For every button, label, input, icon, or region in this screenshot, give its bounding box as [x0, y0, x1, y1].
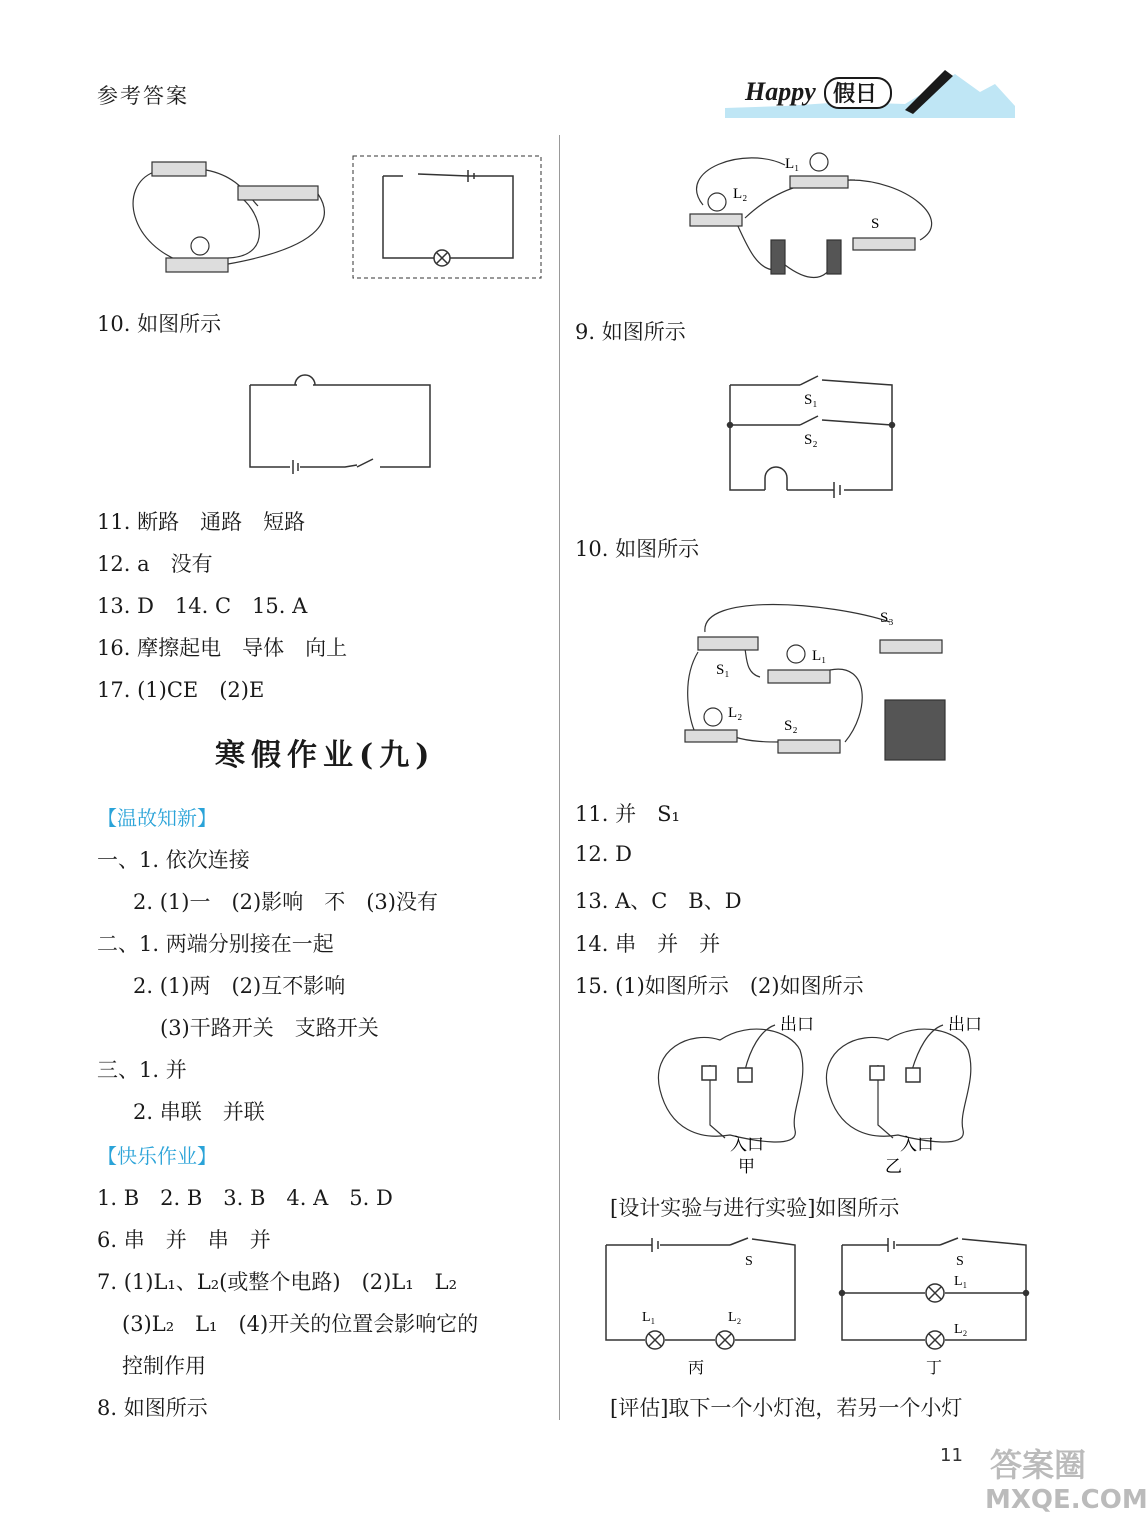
hw-7a: 7. (1)L₁、L₂(或整个电路) (2)L₁ L₂	[97, 1270, 458, 1294]
left-q17: 17. (1)CE (2)E	[97, 678, 265, 702]
ding-L2: L₂	[954, 1322, 968, 1337]
review-2: 2. (1)一 (2)影响 不 (3)没有	[133, 890, 438, 914]
review-1: 一、1. 依次连接	[97, 848, 250, 872]
right-q10: 10. 如图所示	[575, 537, 700, 561]
review-7: 2. 串联 并联	[133, 1100, 265, 1124]
review-5: (3)干路开关 支路开关	[160, 1016, 379, 1040]
q10-S3: S₃	[880, 610, 894, 626]
right-q15-maze-figure	[650, 1010, 990, 1180]
header-label: 参考答案	[97, 84, 189, 108]
q9-S1: S₁	[804, 392, 818, 408]
page-number: 11	[940, 1445, 963, 1466]
right-q14: 14. 串 并 并	[575, 932, 721, 956]
q10-S1: S₁	[716, 662, 730, 678]
review-4: 2. (1)两 (2)互不影响	[133, 974, 346, 998]
left-q10: 10. 如图所示	[97, 312, 222, 336]
right-q9: 9. 如图所示	[575, 320, 686, 344]
logo-holiday-text: 假日	[833, 81, 878, 106]
hw-7b: (3)L₂ L₁ (4)开关的位置会影响它的	[122, 1312, 479, 1336]
column-divider	[559, 135, 560, 1420]
maze-exit-a: 出口	[780, 1015, 814, 1034]
maze-label-jia: 甲	[738, 1157, 755, 1176]
right-q9-circuit	[722, 370, 902, 495]
left-q12: 12. a 没有	[97, 552, 213, 576]
right-top-circuit-figure	[685, 140, 945, 290]
right-q10-circuit	[680, 582, 960, 772]
tag-homework: 【快乐作业】	[97, 1144, 217, 1168]
tag-review: 【温故知新】	[97, 806, 217, 830]
right-q11: 11. 并 S₁	[575, 802, 680, 826]
happy-holiday-logo	[725, 62, 1015, 118]
hw-6: 6. 串 并 串 并	[97, 1228, 271, 1252]
bing-label: 丙	[688, 1360, 705, 1377]
bing-L2: L₂	[728, 1310, 742, 1325]
fig-S: S	[871, 216, 880, 232]
left-q13: 13. D 14. C 15. A	[97, 594, 308, 618]
right-q12: 12. D	[575, 842, 632, 866]
q10-L1: L₁	[812, 648, 827, 664]
hw-7c: 控制作用	[122, 1354, 206, 1378]
fig-L1: L₁	[785, 156, 800, 172]
left-q10-circuit	[245, 365, 435, 475]
watermark-url: MXQE.COM	[985, 1485, 1148, 1515]
hw-8: 8. 如图所示	[97, 1396, 208, 1420]
watermark-logo: 答案圈	[990, 1446, 1087, 1484]
section-title: 寒假作业(九)	[215, 738, 436, 773]
left-q16: 16. 摩擦起电 导体 向上	[97, 636, 348, 660]
left-q11: 11. 断路 通路 短路	[97, 510, 306, 534]
maze-entry-a: 入口	[730, 1135, 764, 1154]
maze-label-yi: 乙	[885, 1157, 902, 1176]
q9-S2: S₂	[804, 432, 818, 448]
ding-label: 丁	[926, 1360, 943, 1377]
right-q15: 15. (1)如图所示 (2)如图所示	[575, 974, 864, 998]
review-6: 三、1. 并	[97, 1058, 187, 1082]
logo-happy-text: Happy	[745, 77, 816, 106]
right-design: [设计实验与进行实验]如图所示	[610, 1196, 900, 1220]
right-eval: [评估]取下一个小灯泡，若另一个小灯	[610, 1396, 963, 1420]
q10-S2: S₂	[784, 718, 798, 734]
review-3: 二、1. 两端分别接在一起	[97, 932, 334, 956]
maze-entry-b: 入口	[900, 1135, 934, 1154]
bing-S: S	[745, 1254, 753, 1269]
maze-exit-b: 出口	[948, 1015, 982, 1034]
ding-L1: L₁	[954, 1274, 968, 1289]
left-top-circuit-figure	[118, 136, 548, 286]
hw-1: 1. B 2. B 3. B 4. A 5. D	[97, 1186, 393, 1210]
ding-S: S	[956, 1254, 964, 1269]
bing-L1: L₁	[642, 1310, 656, 1325]
right-q13: 13. A、C B、D	[575, 889, 742, 913]
fig-L2: L₂	[733, 186, 748, 202]
right-design-circuits	[600, 1235, 1030, 1380]
q10-L2: L₂	[728, 705, 743, 721]
